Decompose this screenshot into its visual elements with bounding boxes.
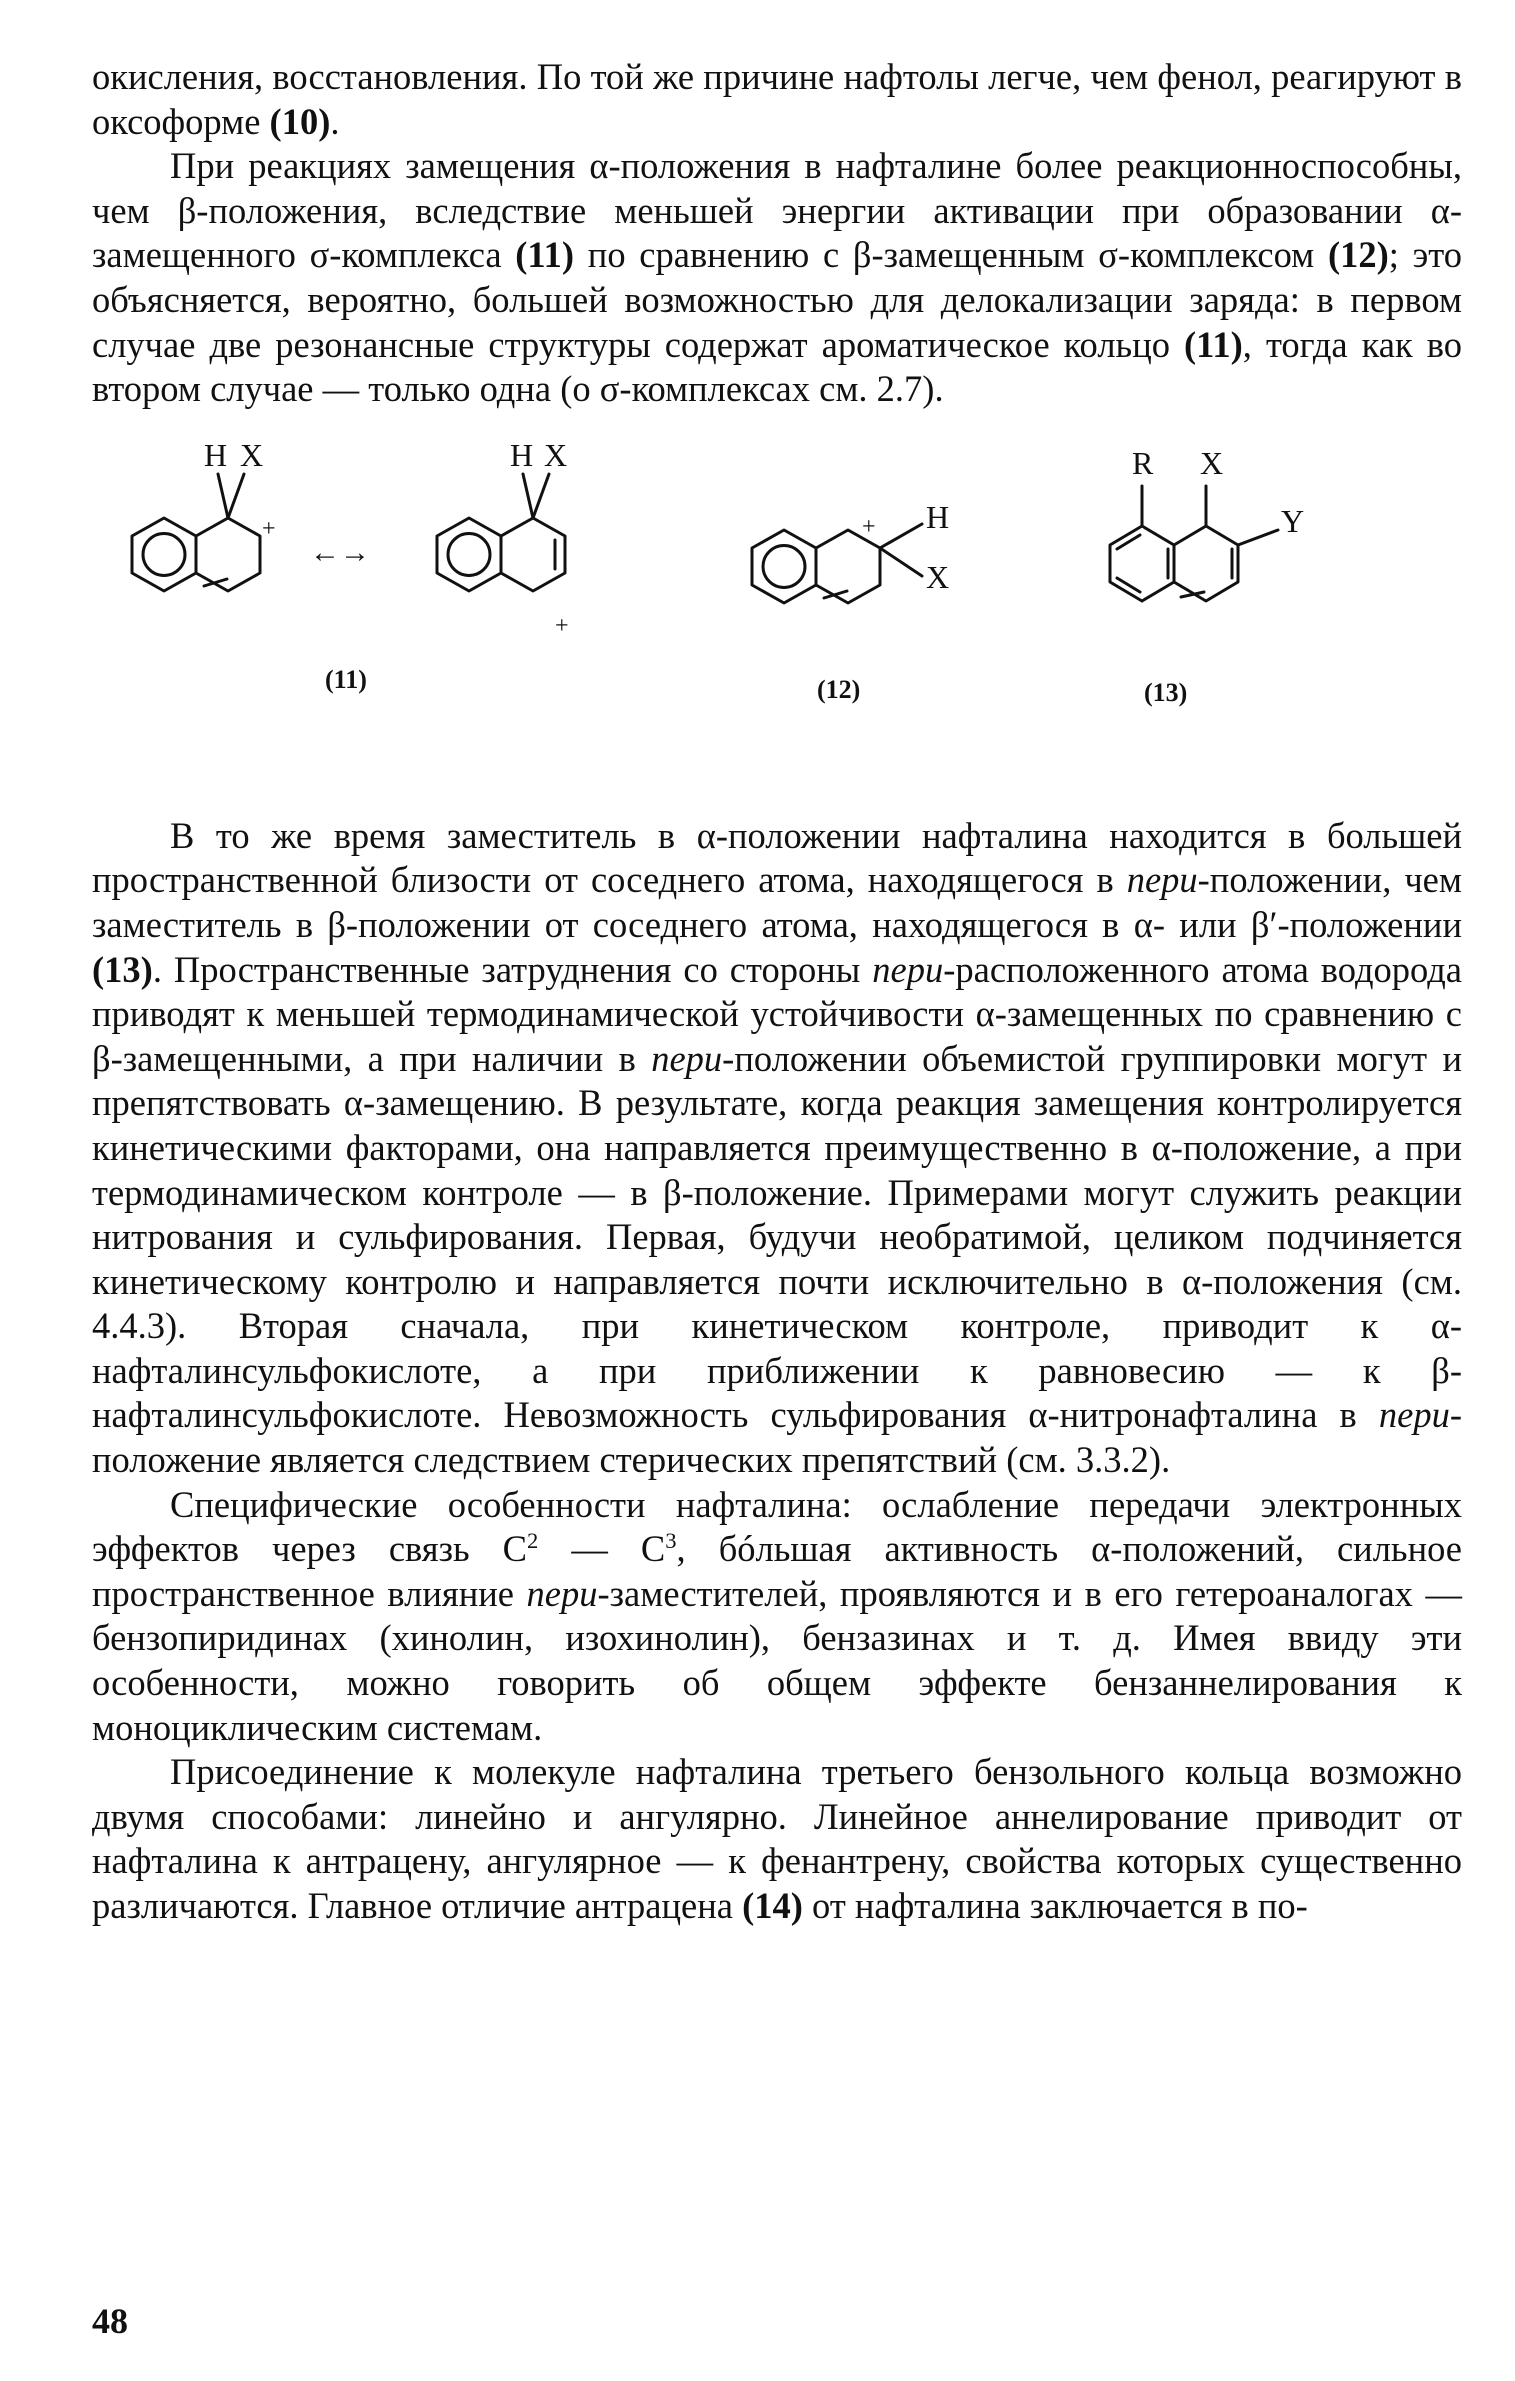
plus-charge: + [555,612,569,639]
text-run: , бóльшая активность α-положений, сильное пространственное влияние [92,1528,1462,1614]
paragraph [92,814,1462,1483]
compound-ref: (11) [1184,323,1243,365]
bond-h [218,474,228,518]
paragraph [92,1483,1462,1751]
text-run: -положении, чем заместитель в β-положении от соседнего атома, находящегося в α- или β′-положении [92,859,1462,945]
paragraph [92,55,1462,144]
compound-ref: (13) [92,948,153,990]
structures-figure [92,436,1462,766]
atom-r: R [1132,444,1154,481]
compound-ref: (12) [1327,234,1389,276]
sigma-complex-11b [437,474,565,591]
italic-term: пери [651,1037,723,1079]
superscript: 3 [665,1528,677,1554]
text-run: , тогда как во втором случае — только одна (о σ-комплексах см. 2.7). [92,323,1462,410]
plus-charge: + [262,515,276,542]
text-block-top [92,55,1462,412]
bond-h [523,474,533,518]
naphthalene-13 [1110,486,1278,601]
text-run: При реакциях замещения α-положения в нафталине более реакционноспособны, чем β-положения, вследствие меньшей энергии активации при образовании α-замещенного σ-комплекса [92,145,1462,276]
italic-term: пери [1126,859,1198,901]
atom-h: H [926,498,950,535]
compound-ref: (14) [742,1885,803,1926]
bond-h [880,524,922,548]
structure-label-12: (12) [817,674,861,704]
superscript: 2 [527,1528,539,1554]
sigma-complex-12 [752,524,922,603]
text-run: ; это объясняется, вероятно, большей возможностью для делокализации заряда: в первом случае две резонансные структуры содержат ароматическое кольцо [92,234,1463,365]
italic-term: пери [1378,1394,1450,1436]
text-run: по сравнению с β-замещенным σ-комплексом [574,234,1328,276]
atom-x: X [544,436,568,473]
paragraph [92,144,1462,412]
structures-svg [92,436,1462,766]
atom-x: X [926,558,950,595]
structure-label-13: (13) [1144,677,1188,707]
compound-ref: (10) [269,100,331,142]
text-run: -заместителей, проявляются и в его гетероаналогах — бензопиридинах (хинолин, изохинолин), бензазинах и т. д. Имея ввиду эти особенности, можно говорить об общем эффекте бензаннелирования к моноциклическим системам. [92,1572,1462,1748]
text-run: -расположенного атома водорода приводят к меньшей термодинамической устойчивости α-замещенных по сравнению с β-замещенными, а при наличии в [92,948,1462,1079]
italic-term: пери [872,948,944,990]
text-run: -положении объемистой группировки могут и препятствовать α-замещению. В результате, когда реакция замещения контролируется кинетическими факторами, она направляется преимущественно в α-положение, а при термодинамическом контроле — в β-положение. Примерами могут служить реакции нитрования и сульфирования. Первая, будучи необратимой, целиком подчиняется кинетическому контролю и направляется почти исключительно в α-положения (см. 4.4.3). Вторая сначала, при кинетическом контроле, приводит к α-нафталинсульфокислоте, а при приближении к равновесию — к β-нафталинсульфокислоте. Невозможность сульфирования α-нитронафталина в [92,1037,1462,1436]
text-run: -положение является следствием стерических препятствий (см. 3.3.2). [92,1394,1462,1481]
text-run: от нафталина заключается в по- [802,1885,1308,1926]
text-run: В то же время заместитель в α-положении нафталина находится в большей пространственной близости от соседнего атома, находящегося в [92,814,1462,901]
page-number: 48 [92,2301,128,2341]
sigma-complex-11a [132,474,260,591]
structure-label-11: (11) [325,664,367,694]
paragraph [92,1750,1462,1928]
bond-x [880,548,922,576]
text-run: . [330,100,340,142]
text-run: — C [538,1528,666,1570]
bond-x [533,474,549,518]
atom-y: Y [1281,502,1305,539]
bond-y [1238,530,1278,545]
compound-ref: (11) [515,234,575,276]
atom-x: X [1200,444,1224,481]
atom-h: H [510,436,534,473]
text-run: Присоединение к молекуле нафталина третьего бензольного кольца возможно двумя способами: линейно и ангулярно. Линейное аннелирование приводит от нафталина к антрацену, ангулярное — к фенантрену, свойства которых существенно различаются. Главное отличие антрацена [92,1751,1462,1926]
text-run: окисления, восстановления. По той же причине нафтолы легче, чем фенол, реагируют в оксоформе [92,56,1462,142]
page-body [92,55,1462,1929]
text-run: . Пространственные затруднения со стороны [152,948,873,990]
italic-term: пери [526,1572,598,1614]
text-run: Специфические особенности нафталина: ослабление передачи электронных эффектов через связь C [92,1483,1462,1570]
atom-x: X [240,436,264,473]
bond-x [228,474,244,518]
resonance-arrow: ←→ [310,535,370,569]
plus-charge: + [862,513,876,540]
text-block-bottom [92,814,1462,1929]
atom-h: H [204,436,228,473]
